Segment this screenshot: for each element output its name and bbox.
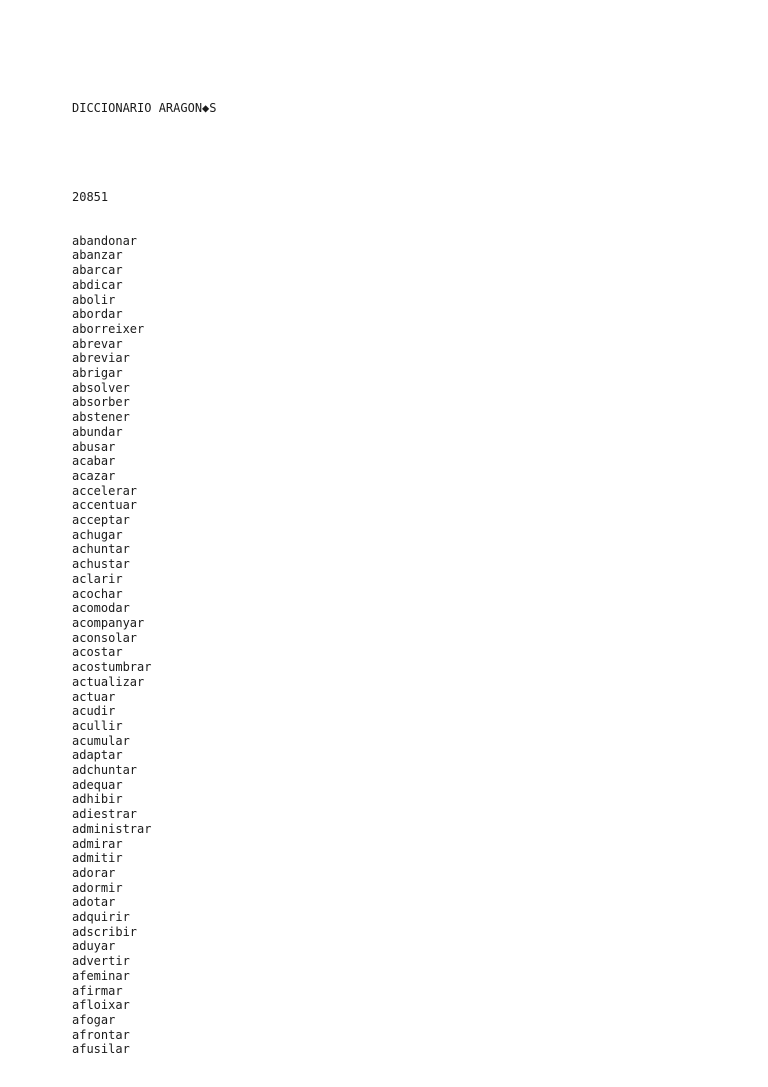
word-entry: acullir — [72, 718, 123, 733]
word-entry: afloixar — [72, 998, 130, 1013]
word-entry: actuar — [72, 689, 116, 704]
word-entry: abusar — [72, 439, 116, 454]
word-entry: aconsolar — [72, 630, 138, 645]
word-entry: abrigar — [72, 366, 123, 381]
word-entry: abdicar — [72, 277, 123, 292]
word-entry: achugar — [72, 527, 123, 542]
word-entry: admirar — [72, 836, 123, 851]
word-entry: absolver — [72, 380, 130, 395]
word-entry: adquirir — [72, 910, 130, 925]
word-entry: achuntar — [72, 542, 130, 557]
word-entry: afusilar — [72, 1042, 130, 1057]
word-entry: acumular — [72, 733, 130, 748]
word-entry: adchuntar — [72, 763, 138, 778]
word-entry: adiestrar — [72, 807, 138, 822]
word-entry: aborreixer — [72, 321, 145, 336]
word-entry: abarcar — [72, 263, 123, 278]
word-entry: acochar — [72, 586, 123, 601]
word-entry: abrevar — [72, 336, 123, 351]
word-entry: acostar — [72, 645, 123, 660]
word-entry: accentuar — [72, 498, 138, 513]
text-body — [72, 72, 217, 1087]
word-entry: adhibir — [72, 792, 123, 807]
word-entry: acazar — [72, 468, 116, 483]
word-entry: abandonar — [72, 233, 138, 248]
word-entry: abundar — [72, 424, 123, 439]
blank-line — [72, 146, 217, 161]
word-entry: adorar — [72, 865, 116, 880]
word-entry: acomodar — [72, 601, 130, 616]
word-entry: absorber — [72, 395, 130, 410]
word-entry: adotar — [72, 895, 116, 910]
word-entry: afeminar — [72, 968, 130, 983]
word-entry: achustar — [72, 557, 130, 572]
word-entry: aclarir — [72, 571, 123, 586]
word-entry: afrontar — [72, 1027, 130, 1042]
word-entry: abanzar — [72, 248, 123, 263]
word-entry: acabar — [72, 454, 116, 469]
word-entry: adequar — [72, 777, 123, 792]
word-entry: afirmar — [72, 983, 123, 998]
word-entry: afogar — [72, 1012, 116, 1027]
word-entry: aduyar — [72, 939, 116, 954]
word-entry: actualizar — [72, 674, 145, 689]
word-entry: adaptar — [72, 748, 123, 763]
entry-count: 20851 — [72, 189, 109, 204]
word-entry: abordar — [72, 307, 123, 322]
word-entry: acompanyar — [72, 616, 145, 630]
word-entry: abolir — [72, 292, 116, 307]
word-entry: abstener — [72, 410, 130, 425]
word-entry: admitir — [72, 851, 123, 866]
word-entry: accelerar — [72, 483, 138, 498]
word-entry: advertir — [72, 954, 130, 969]
word-entry: abreviar — [72, 351, 130, 366]
word-entry: adscribir — [72, 924, 138, 939]
word-list — [72, 234, 217, 1057]
document-title: DICCIONARIO ARAGON◆S — [72, 101, 217, 116]
word-entry: administrar — [72, 821, 152, 836]
word-entry: adormir — [72, 880, 123, 895]
word-entry: acceptar — [72, 513, 130, 528]
word-entry: acostumbrar — [72, 660, 152, 675]
word-entry: acudir — [72, 704, 116, 719]
